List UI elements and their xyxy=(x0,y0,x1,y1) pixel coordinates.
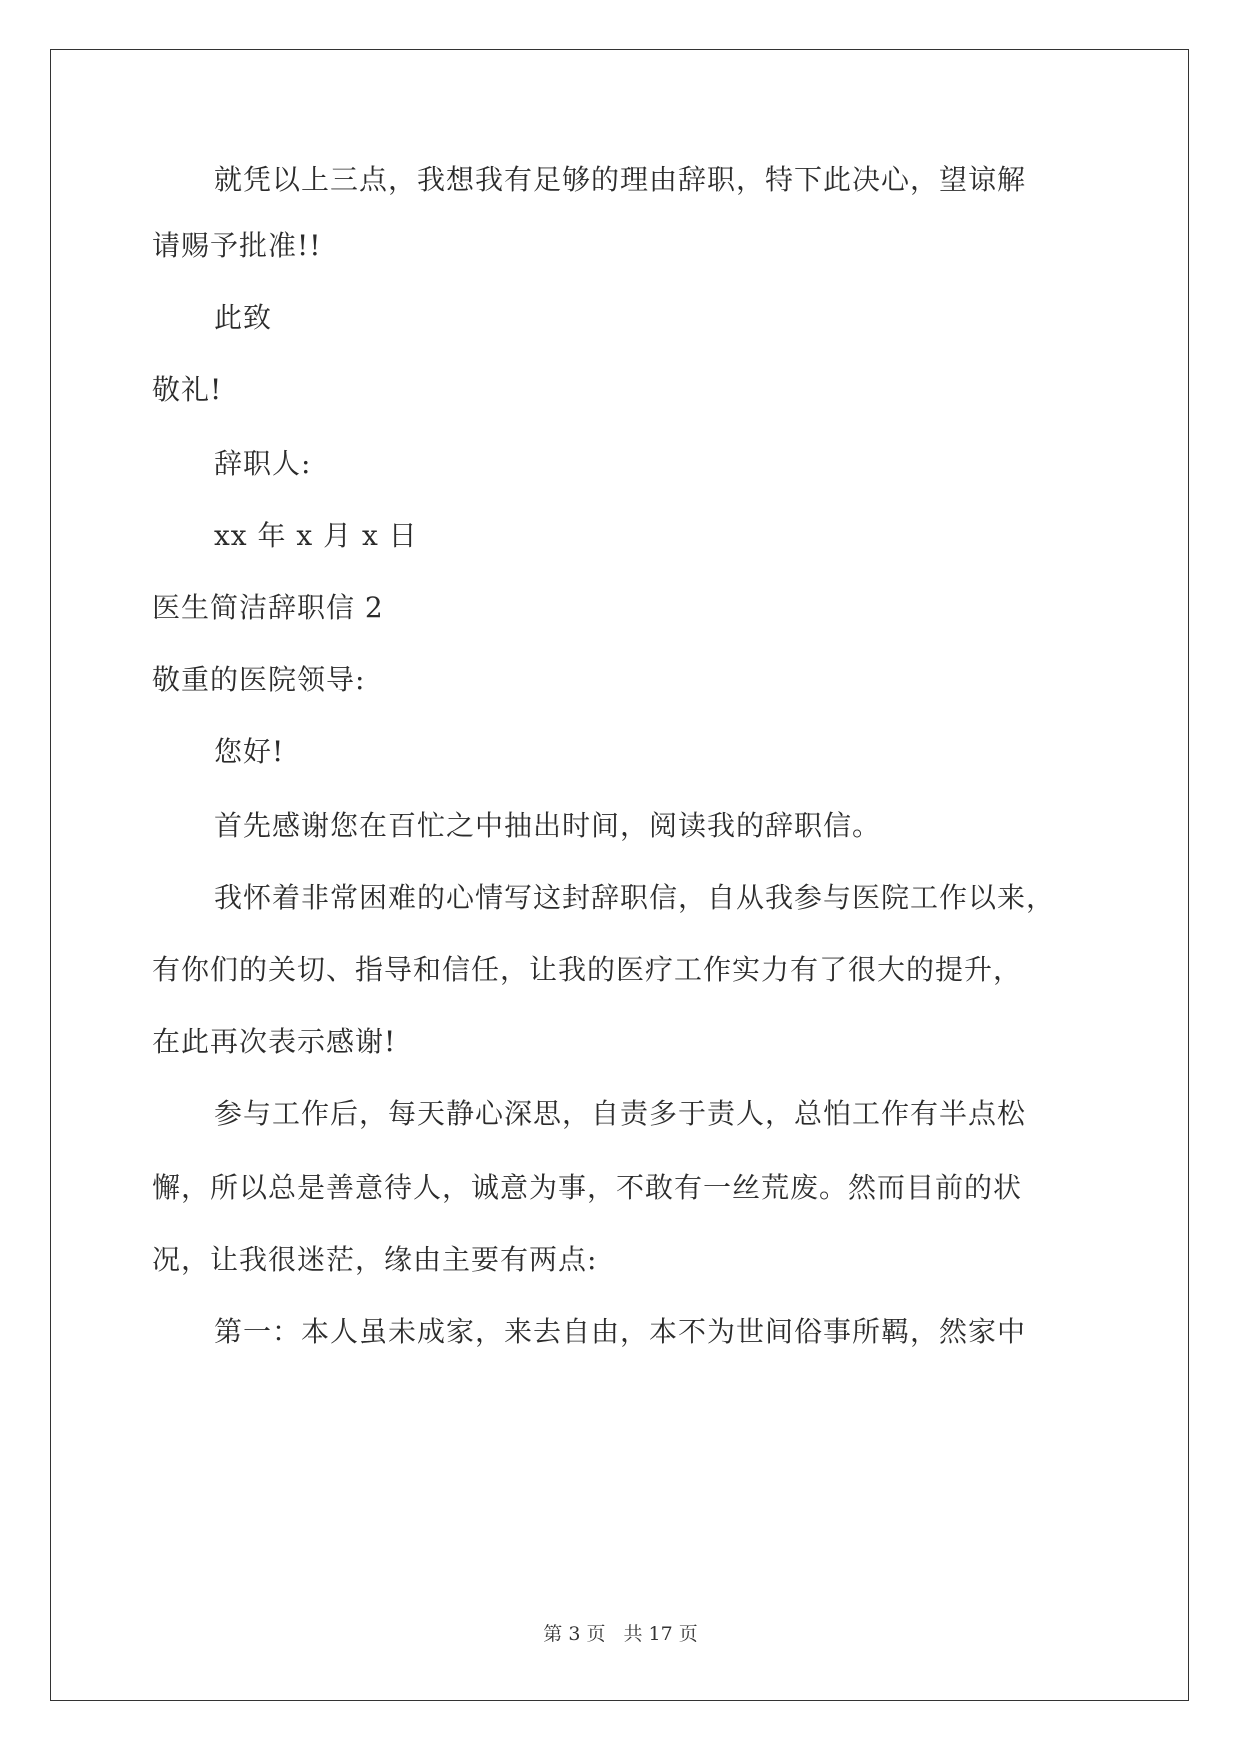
text-line: 有你们的关切、指导和信任，让我的医疗工作实力有了很大的提升， xyxy=(152,953,1023,986)
text-line: 我怀着非常困难的心情写这封辞职信，自从我参与医院工作以来， xyxy=(214,881,1056,914)
text-line: 请赐予批准!! xyxy=(152,229,322,262)
text-line: 就凭以上三点，我想我有足够的理由辞职，特下此决心，望谅解 xyxy=(214,163,1027,196)
text-line: 在此再次表示感谢! xyxy=(152,1025,397,1058)
text-line: 医生简洁辞职信 2 xyxy=(152,591,384,624)
text-line: 参与工作后，每天静心深思，自责多于责人，总怕工作有半点松 xyxy=(214,1097,1027,1130)
text-line: 您好! xyxy=(214,735,285,768)
text-line: 第一：本人虽未成家，来去自由，本不为世间俗事所羁，然家中 xyxy=(214,1315,1027,1348)
text-line: 首先感谢您在百忙之中抽出时间，阅读我的辞职信。 xyxy=(214,809,882,842)
text-line: xx 年 x 月 x 日 xyxy=(214,519,418,552)
text-line: 况，让我很迷茫，缘由主要有两点: xyxy=(152,1243,598,1276)
text-line: 此致 xyxy=(214,301,273,334)
text-line: 辞职人: xyxy=(214,447,312,480)
page-footer xyxy=(0,1619,1241,1646)
text-line: 敬礼! xyxy=(152,373,223,406)
text-line: 敬重的医院领导: xyxy=(152,663,366,696)
page-number: 第 3 页 xyxy=(543,1623,606,1645)
text-line: 懈，所以总是善意待人，诚意为事，不敢有一丝荒废。然而目前的状 xyxy=(152,1171,1023,1204)
page-total: 共 17 页 xyxy=(623,1623,698,1645)
page-border xyxy=(50,49,1189,1701)
